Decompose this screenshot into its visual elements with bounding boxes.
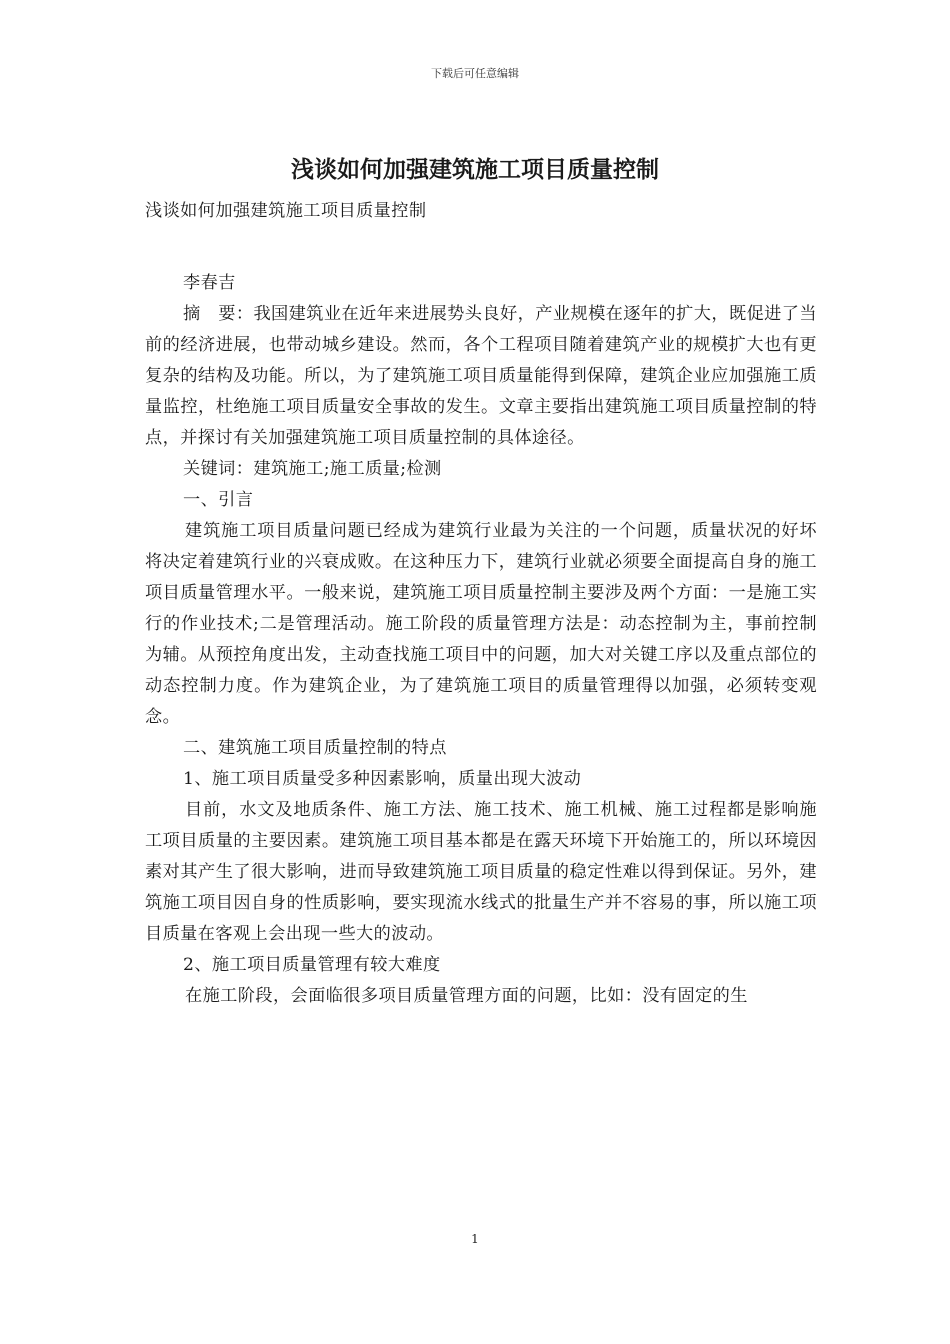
document-title: 浅谈如何加强建筑施工项目质量控制 [291, 156, 659, 183]
author-name: 李春吉 [183, 273, 236, 293]
subsection-heading-2: 2、施工项目质量管理有较大难度 [183, 955, 441, 975]
page-header-note: 下载后可任意编辑 [431, 67, 519, 80]
section-heading-characteristics: 二、建筑施工项目质量控制的特点 [183, 738, 447, 758]
abstract-paragraph: 摘 要：我国建筑业在近年来进展势头良好，产业规模在逐年的扩大，既促进了当前的经济进展，也带动城乡建设。然而，各个工程项目随着建筑产业的规模扩大也有更复杂的结构及功能。所以，为了建筑施工项目质量能得到保障，建筑企业应加强施工质量监控，杜绝施工项目质量安全事故的发生。文章主要指出建筑施工项目质量控制的特点，并探讨有关加强建筑施工项目质量控制的具体途径。 [145, 304, 817, 448]
document-subtitle: 浅谈如何加强建筑施工项目质量控制 [145, 201, 427, 221]
subsection-paragraph-2: 在施工阶段，会面临很多项目质量管理方面的问题，比如：没有固定的生 [185, 986, 748, 1006]
subsection-heading-1: 1、施工项目质量受多种因素影响，质量出现大波动 [183, 769, 582, 789]
section-heading-introduction: 一、引言 [183, 490, 254, 510]
page-number: 1 [471, 1232, 479, 1246]
subsection-paragraph-1: 目前，水文及地质条件、施工方法、施工技术、施工机械、施工过程都是影响施工项目质量的主要因素。建筑施工项目基本都是在露天环境下开始施工的，所以环境因素对其产生了很大影响，进而导致建筑施工项目质量的稳定性难以得到保证。另外，建筑施工项目因自身的性质影响，要实现流水线式的批量生产并不容易的事，所以施工项目质量在客观上会出现一些大的波动。 [145, 800, 817, 944]
document-body [145, 196, 817, 1012]
introduction-paragraph: 建筑施工项目质量问题已经成为建筑行业最为关注的一个问题，质量状况的好坏将决定着建筑行业的兴衰成败。在这种压力下，建筑行业就必须要全面提高自身的施工项目质量管理水平。一般来说，建筑施工项目质量控制主要涉及两个方面：一是施工实行的作业技术;二是管理活动。施工阶段的质量管理方法是：动态控制为主，事前控制为辅。从预控角度出发，主动查找施工项目中的问题，加大对关键工序以及重点部位的动态控制力度。作为建筑企业，为了建筑施工项目的质量管理得以加强，必须转变观念。 [145, 521, 817, 727]
keywords-line: 关键词：建筑施工;施工质量;检测 [183, 459, 442, 479]
